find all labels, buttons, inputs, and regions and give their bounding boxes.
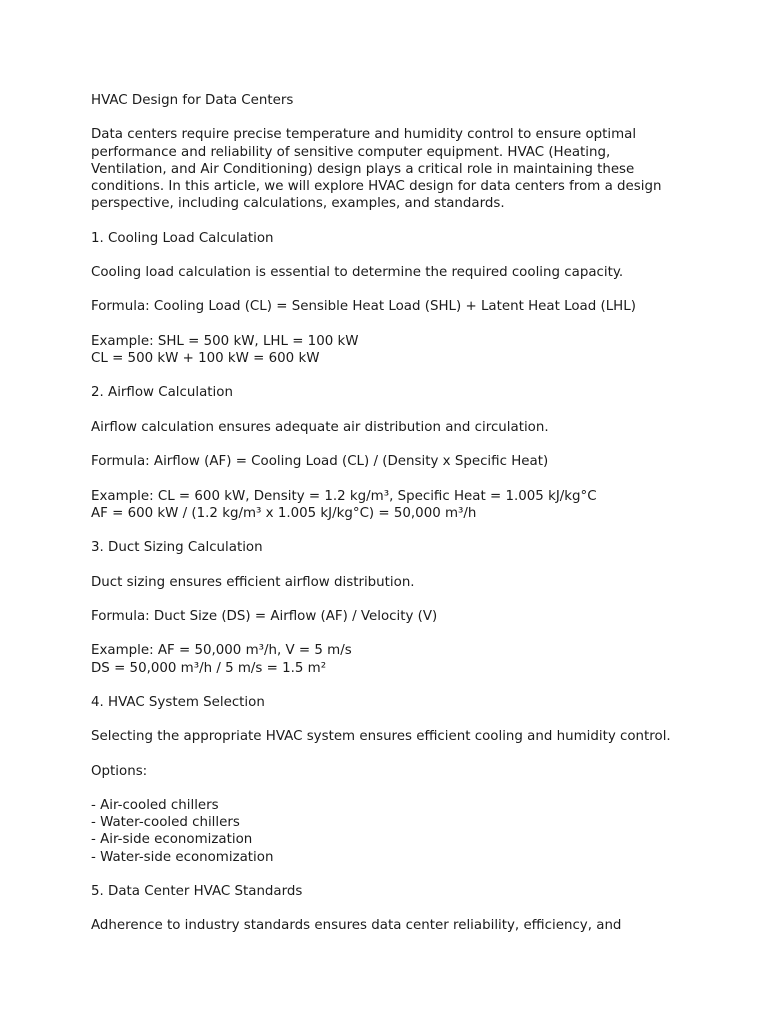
intro-line: perspective, including calculations, examples, and standards. <box>91 196 505 212</box>
cooling-description-block <box>91 264 731 281</box>
list-item: - Air-side economization <box>91 832 253 848</box>
duct-section-heading-block <box>91 539 731 556</box>
cooling-section-heading-block <box>91 230 731 247</box>
section-heading: 2. Airflow Calculation <box>91 385 233 401</box>
section-description: Adherence to industry standards ensures data center reliability, efficiency, and <box>91 918 622 934</box>
intro-line: Data centers require precise temperature and humidity control to ensure optimal <box>91 127 637 143</box>
airflow-description-block <box>91 419 731 436</box>
section-heading: 4. HVAC System Selection <box>91 694 265 710</box>
cooling-formula-block <box>91 298 731 315</box>
airflow-section-heading-block <box>91 384 731 401</box>
system-section-heading-block <box>91 694 731 711</box>
document-title: HVAC Design for Data Centers <box>91 93 294 108</box>
section-example-result: AF = 600 kW / (1.2 kg/m³ x 1.005 kJ/kg°C) = 50,000 m³/h <box>91 505 477 521</box>
intro-line: conditions. In this article, we will explore HVAC design for data centers from a design <box>91 179 662 194</box>
cooling-example-block <box>91 333 731 367</box>
list-item: - Air-cooled chillers <box>91 798 219 814</box>
intro-paragraph <box>91 126 731 212</box>
section-formula: Formula: Duct Size (DS) = Airflow (AF) / Velocity (V) <box>91 608 438 624</box>
standards-section-heading-block <box>91 883 731 900</box>
section-description: Duct sizing ensures efficient airflow distribution. <box>91 574 415 590</box>
system-options-label-block <box>91 763 731 780</box>
section-heading: 3. Duct Sizing Calculation <box>91 540 263 556</box>
section-description: Airflow calculation ensures adequate air distribution and circulation. <box>91 419 549 435</box>
duct-formula-block <box>91 608 731 625</box>
section-formula: Formula: Airflow (AF) = Cooling Load (CL) / (Density x Specific Heat) <box>91 454 549 470</box>
section-example-result: CL = 500 kW + 100 kW = 600 kW <box>91 350 320 366</box>
duct-example-block <box>91 642 731 676</box>
duct-description-block <box>91 574 731 591</box>
system-options-list <box>91 797 731 866</box>
section-heading: 1. Cooling Load Calculation <box>91 230 274 246</box>
document-title-block <box>91 92 731 109</box>
list-item: - Water-cooled chillers <box>91 815 240 831</box>
airflow-formula-block <box>91 453 731 470</box>
section-description: Cooling load calculation is essential to determine the required cooling capacity. <box>91 264 624 280</box>
section-heading: 5. Data Center HVAC Standards <box>91 884 303 900</box>
intro-line: Ventilation, and Air Conditioning) design plays a critical role in maintaining these <box>91 161 635 177</box>
section-example-result: DS = 50,000 m³/h / 5 m/s = 1.5 m² <box>91 660 327 676</box>
list-item: - Water-side economization <box>91 849 274 865</box>
options-label: Options: <box>91 763 148 779</box>
airflow-example-block <box>91 488 731 522</box>
section-description: Selecting the appropriate HVAC system ensures efficient cooling and humidity control. <box>91 729 671 745</box>
section-formula: Formula: Cooling Load (CL) = Sensible Heat Load (SHL) + Latent Heat Load (LHL) <box>91 299 636 315</box>
standards-description-block <box>91 917 731 934</box>
section-example: Example: CL = 600 kW, Density = 1.2 kg/m³, Specific Heat = 1.005 kJ/kg°C <box>91 488 597 504</box>
system-description-block <box>91 728 731 745</box>
intro-line: performance and reliability of sensitive computer equipment. HVAC (Heating, <box>91 144 611 160</box>
section-example: Example: SHL = 500 kW, LHL = 100 kW <box>91 333 359 349</box>
document-body <box>91 92 731 952</box>
section-example: Example: AF = 50,000 m³/h, V = 5 m/s <box>91 643 352 659</box>
